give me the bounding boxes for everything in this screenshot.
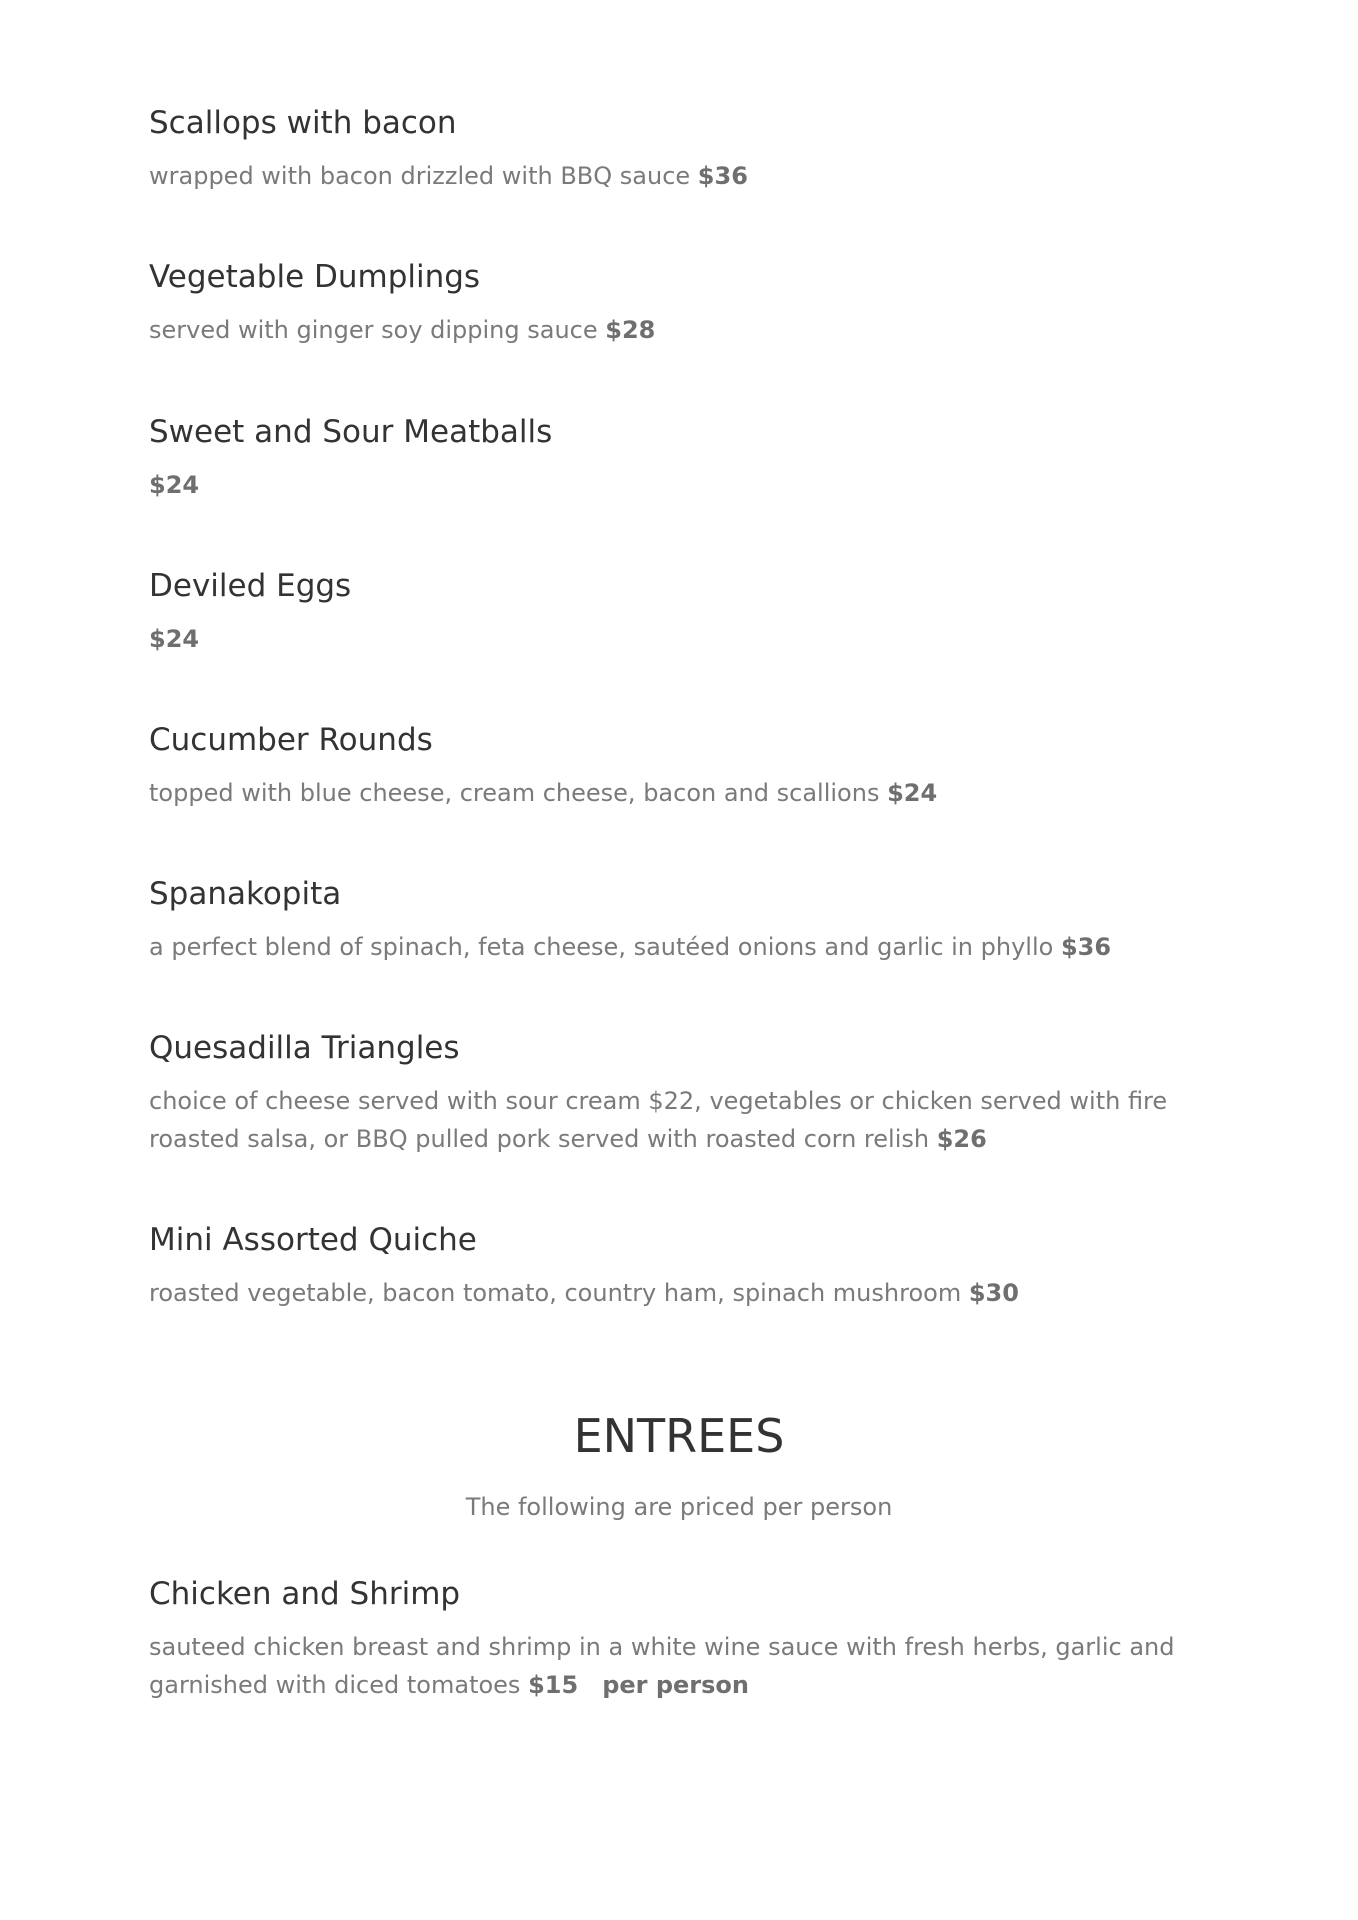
- item-name: Cucumber Rounds: [149, 722, 433, 758]
- menu-item-chicken-shrimp: [149, 1574, 1209, 1704]
- item-name: Quesadilla Triangles: [149, 1030, 460, 1066]
- item-description: [149, 1274, 1209, 1312]
- item-description: [149, 774, 1209, 812]
- item-desc-text: sauteed chicken breast and shrimp in a white wine sauce with fresh herbs, garlic and garnished with diced tomatoes: [149, 1633, 1175, 1699]
- item-name: Deviled Eggs: [149, 568, 352, 604]
- item-desc-text: wrapped with bacon drizzled with BBQ sauce: [149, 162, 691, 190]
- item-description: [149, 1082, 1209, 1158]
- item-desc-text: a perfect blend of spinach, feta cheese, sautéed onions and garlic in phyllo: [149, 933, 1054, 961]
- item-name: Spanakopita: [149, 876, 342, 912]
- item-price: $28: [605, 316, 656, 344]
- item-name: Mini Assorted Quiche: [149, 1222, 477, 1258]
- menu-item-dumplings: [149, 257, 1209, 349]
- item-name: Scallops with bacon: [149, 105, 457, 141]
- item-desc-text: served with ginger soy dipping sauce: [149, 316, 598, 344]
- menu-item-spanakopita: [149, 874, 1209, 966]
- menu-item-scallops: [149, 103, 1209, 195]
- item-desc-text: roasted vegetable, bacon tomato, country ham, spinach mushroom: [149, 1279, 962, 1307]
- item-price: $30: [968, 1279, 1019, 1307]
- menu-item-meatballs: [149, 412, 1209, 504]
- item-price: $24: [887, 779, 938, 807]
- item-description: [149, 1628, 1209, 1704]
- section-subtitle: The following are priced per person: [465, 1493, 893, 1521]
- item-description: [149, 620, 1209, 658]
- menu-item-deviled-eggs: [149, 566, 1209, 658]
- item-desc-text: choice of cheese served with sour cream $22, vegetables or chicken served with fire roasted salsa, or BBQ pulled pork served with roasted corn relish: [149, 1087, 1168, 1153]
- item-price: $36: [697, 162, 748, 190]
- item-description: [149, 466, 1209, 504]
- item-name: Vegetable Dumplings: [149, 259, 481, 295]
- item-price: $15: [528, 1671, 579, 1699]
- item-description: [149, 928, 1209, 966]
- item-price: $36: [1060, 933, 1112, 961]
- menu-item-cucumber-rounds: [149, 720, 1209, 812]
- item-desc-text: topped with blue cheese, cream cheese, bacon and scallions: [149, 779, 880, 807]
- menu-item-quiche: [149, 1220, 1209, 1312]
- item-description: [149, 311, 1209, 349]
- item-name: Chicken and Shrimp: [149, 1576, 461, 1612]
- item-price: $26: [936, 1125, 987, 1153]
- section-title-entrees: ENTREES: [573, 1409, 785, 1463]
- item-name: Sweet and Sour Meatballs: [149, 414, 553, 450]
- item-price-suffix: per person: [602, 1671, 749, 1699]
- item-price: $24: [149, 625, 200, 653]
- menu-item-quesadilla: [149, 1028, 1209, 1158]
- item-description: [149, 157, 1209, 195]
- item-price: $24: [149, 471, 200, 499]
